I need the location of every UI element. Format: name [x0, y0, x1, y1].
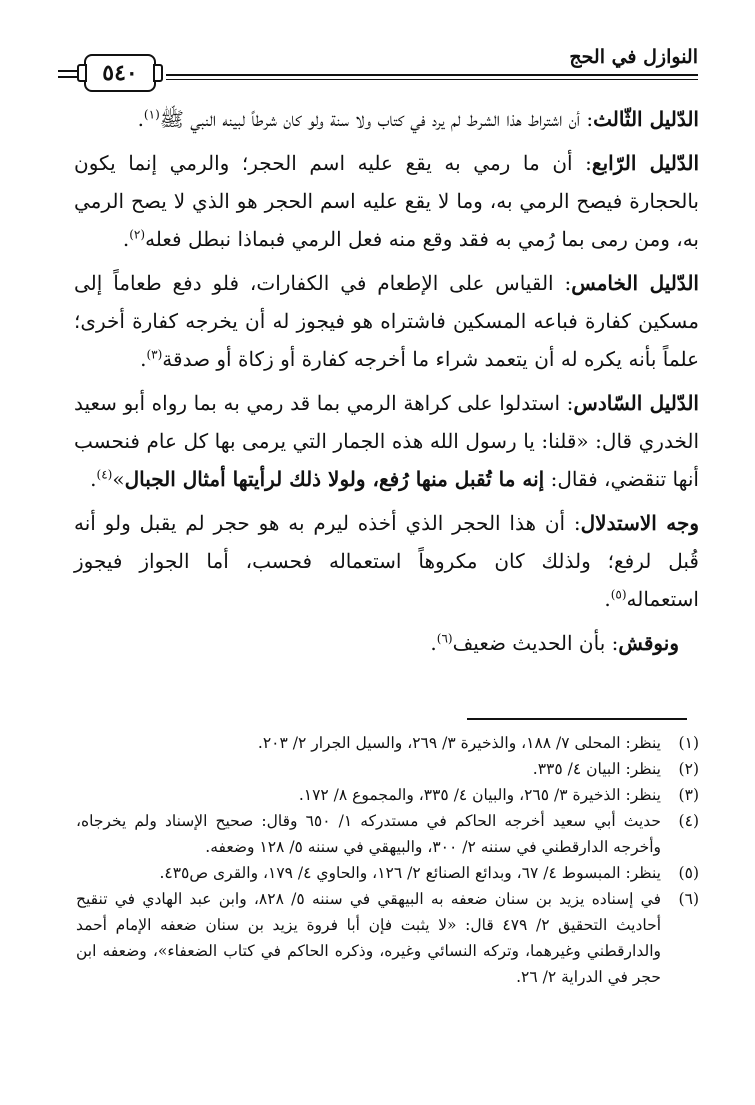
- paragraph-tail: .: [140, 347, 147, 371]
- footnote-number: (٤): [678, 812, 699, 830]
- footnote-text: ينظر: البيان ٤/ ٣٣٥.: [532, 760, 661, 778]
- main-text: [74, 100, 699, 668]
- footnote-text: ينظر: المحلى ٧/ ١٨٨، والذخيرة ٣/ ٢٦٩، والسيل الجرار ٢/ ٢٠٣.: [257, 734, 661, 752]
- footnote-text: ينظر: الذخيرة ٣/ ٢٦٥، والبيان ٤/ ٣٣٥، والمجموع ٨/ ١٧٢.: [298, 786, 661, 804]
- paragraph-inference: [74, 504, 699, 618]
- footnote: [76, 808, 699, 860]
- footnote-ref: (١): [143, 107, 160, 122]
- footnote-number: (٥): [678, 864, 699, 882]
- footnote: [76, 782, 699, 808]
- paragraph-third-evidence: [74, 100, 699, 138]
- footnotes: [76, 730, 699, 990]
- paragraph-text: : استدلوا على كراهة الرمي بما قد رمي به بما رواه أبو سعيد الخدري قال: «قلنا: يا رسول الله هذه الجمار التي يرمى بها كل عام فنحسب أنها تنقضي، فقال:: [74, 391, 699, 491]
- footnote-separator: [467, 718, 687, 720]
- paragraph-label: الدّليل الرّابع: [591, 151, 699, 175]
- paragraph-tail: .: [90, 467, 97, 491]
- page-number: ٥٤٠: [102, 60, 138, 86]
- footnote: [76, 886, 699, 990]
- paragraph-sixth-evidence: [74, 384, 699, 498]
- footnote-number: (٦): [678, 890, 699, 908]
- running-title: النوازل في الحج: [569, 46, 698, 68]
- hadith-quote: إنه ما تُقبل منها رُفع، ولولا ذلك لرأيتها أمثال الجبال: [124, 467, 545, 491]
- footnote-text: ينظر: المبسوط ٤/ ٦٧، وبدائع الصنائع ٢/ ١٢٦، والحاوي ٤/ ١٧٩، والقرى ص٤٣٥.: [159, 864, 661, 882]
- page-header: [58, 44, 698, 94]
- header-dash: [58, 70, 78, 78]
- paragraph-rebuttal: [74, 624, 699, 662]
- footnote-ref: (٥): [610, 587, 627, 602]
- paragraph-label: الدّليل الثّالث: [593, 107, 699, 131]
- footnote-text: في إسناده يزيد بن سنان ضعفه به البيهقي في سننه ٥/ ٨٢٨، وابن عبد الهادي في تنقيح أحاديث التحقيق ٢/ ٤٧٩ قال: «لا يثبت فإن أبا فروة يزيد بن سنان ضعفه الإمام أحمد والدارقطني وغيرهما، وتركه النسائي وغيره، وذكره الحاكم في كتاب الضعفاء»، وضعفه ابن حجر في الدراية ٢/ ٢٦.: [76, 890, 661, 986]
- footnote-ref: (٣): [146, 347, 163, 362]
- paragraph-fourth-evidence: [74, 144, 699, 258]
- paragraph-fifth-evidence: [74, 264, 699, 378]
- page-number-badge: [84, 54, 156, 92]
- footnote-ref: (٢): [129, 227, 146, 242]
- footnote-number: (٢): [678, 760, 699, 778]
- header-rule: [166, 74, 698, 80]
- paragraph-label: الدّليل السّادس: [573, 391, 699, 415]
- footnote-number: (١): [678, 734, 699, 752]
- footnote-number: (٣): [678, 786, 699, 804]
- paragraph-text: : بأن الحديث ضعيف: [452, 631, 619, 655]
- paragraph-text: : أن اشتراط هذا الشرط لم يرد في كتاب ولا سنة ولو كان شرطاً لبينه النبي ﷺ: [159, 107, 594, 131]
- paragraph-tail: .: [430, 631, 437, 655]
- paragraph-text: : أن ما رمي به يقع عليه اسم الحجر؛ والرمي إنما يكون بالحجارة فيصح الرمي به، وما لا يقع عليه اسم الحجر هو الذي لا يصح الرمي به، ومن رمى بما رُمي به فقد وقع منه فعل الرمي فبماذا نبطل فعله: [74, 151, 699, 251]
- paragraph-tail: .: [137, 107, 144, 131]
- paragraph-text: : أن هذا الحجر الذي أخذه ليرم به هو حجر لم يقبل ولو أنه قُبل لرفع؛ ولذلك كان مكروهاً استعماله فحسب، أما الجواز فيجوز استعماله: [74, 511, 699, 611]
- footnote: [76, 730, 699, 756]
- paragraph-label: الدّليل الخامس: [571, 271, 699, 295]
- paragraph-tail: .: [604, 587, 611, 611]
- footnote: [76, 756, 699, 782]
- paragraph-label: ونوقش: [618, 631, 679, 655]
- footnote-ref: (٤): [96, 467, 113, 482]
- paragraph-label: وجه الاستدلال: [580, 511, 699, 535]
- footnote-text: حديث أبي سعيد أخرجه الحاكم في مستدركه ١/ ٦٥٠ وقال: صحيح الإسناد ولم يخرجاه، وأخرجه الدارقطني في سننه ٢/ ٣٠٠، والبيهقي في سننه ٥/ ١٢٨ وضعفه.: [76, 812, 661, 856]
- paragraph-tail: .: [122, 227, 130, 251]
- footnote-ref: (٦): [436, 631, 453, 646]
- paragraph-text: : القياس على الإطعام في الكفارات، فلو دفع طعاماً إلى مسكين كفارة فباعه المسكين فاشتراه هو فيجوز له أن يخرجه كفارة أخرى؛ علماً بأنه يكره له أن يتعمد شراء ما أخرجه كفارة أو زكاة أو صدقة: [74, 271, 699, 371]
- footnote: [76, 860, 699, 886]
- quote-close: »: [112, 467, 125, 491]
